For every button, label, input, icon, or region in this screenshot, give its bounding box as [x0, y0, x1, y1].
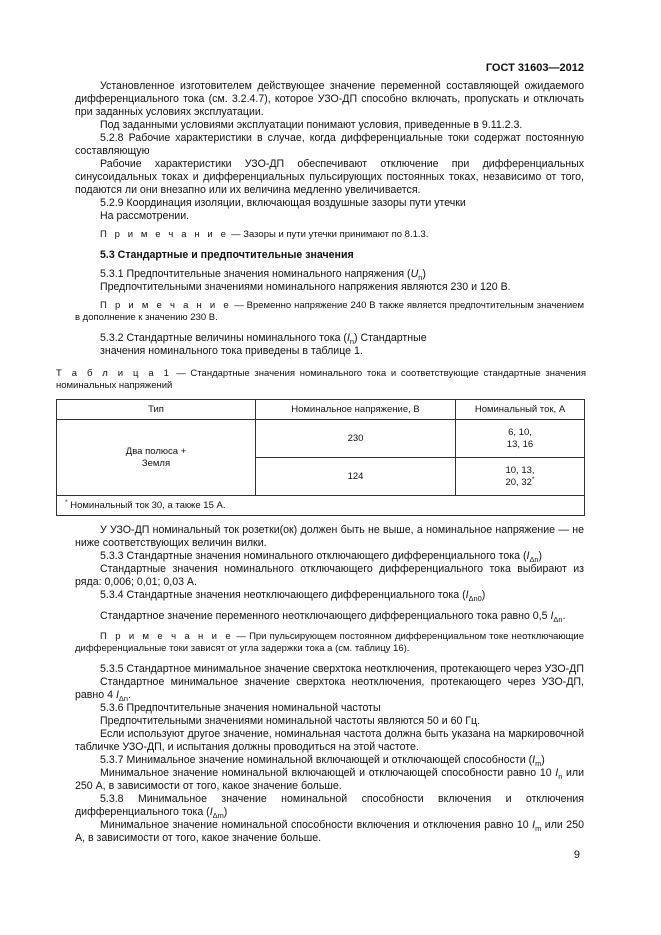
text-fragment: 5.3.8 Минимальное значение номинальной способности включения и отключения дифференциального тока (	[75, 793, 584, 818]
text-fragment: Стандартное значение переменного неотключающего дифференциального тока равно 0,5	[100, 610, 551, 622]
paragraph: Рабочие характеристики УЗО-ДП обеспечивают отключение при дифференциальных синусоидальных токах и дифференциальных пульсирующих постоянных токах, независимо от того, подаются ли они внезапно или их величина медленно увеличивается.	[75, 158, 584, 196]
table-footnote-row	[57, 496, 585, 516]
header-cell-voltage: Номинальное напряжение, В	[256, 400, 456, 420]
paragraph	[75, 819, 584, 845]
text-fragment: .	[562, 610, 566, 622]
section-5-2-8-heading: 5.2.8 Рабочие характеристики в случае, когда дифференциальные токи содержат постоянную составляющую	[75, 132, 584, 157]
text-fragment: )	[538, 550, 543, 562]
math-subscript: n	[558, 772, 563, 782]
math-symbol: I	[555, 767, 559, 779]
current-line: 6, 10,	[508, 426, 532, 438]
math-subscript: m	[535, 824, 542, 834]
section-5-3-7-heading	[75, 754, 584, 767]
math-symbol: I	[209, 806, 213, 818]
text-fragment: Минимальное значение номинальной способности включения и отключения равно 10	[100, 819, 533, 831]
text-fragment: или 250 А, в зависимости от того, какое значение больше.	[75, 819, 584, 844]
paragraph: Стандартные значения номинального отключающего дифференциального тока выбирают из ряда: 0,006; 0,01; 0,03 А.	[75, 563, 584, 588]
paragraph: значения номинального тока приведены в таблице 1.	[100, 345, 363, 357]
current-cell	[456, 420, 585, 458]
math-subscript: Δn0	[468, 594, 482, 604]
paragraph: Под заданными условиями эксплуатации понимают условия, приведенные в 9.11.2.3.	[100, 119, 523, 131]
current-line: 10, 13,	[505, 464, 535, 476]
table-header-row	[57, 400, 585, 420]
header-cell-type: Тип	[57, 400, 256, 420]
type-line: Земля	[141, 457, 171, 469]
paragraph	[75, 610, 584, 623]
math-subscript: n	[418, 273, 423, 283]
math-symbol: I	[532, 819, 536, 831]
text-fragment: или 250 А, в зависимости от того, какое значение больше.	[75, 767, 584, 792]
text-fragment: )	[422, 268, 426, 280]
document-header: ГОСТ 31603—2012	[485, 62, 584, 74]
note	[75, 229, 584, 241]
math-symbol: I	[526, 550, 530, 562]
table-1	[56, 399, 585, 516]
section-5-3-5-heading: 5.3.5 Стандартное минимальное значение сверхтока неотключения, протекающего через УЗО-ДП	[100, 663, 584, 675]
math-subscript: Δn	[118, 694, 128, 704]
section-5-3-3-heading	[75, 550, 584, 563]
header-cell-current: Номинальный ток, А	[456, 400, 585, 420]
section-5-3-6-heading: 5.3.6 Предпочтительные значения номинальной частоты	[100, 702, 381, 714]
note-label: П р и м е ч а н и е	[100, 300, 232, 311]
paragraph: У УЗО-ДП номинальный ток розетки(ок) должен быть не выше, а номинальное напряжение — не ниже соответствующих величин вилки.	[75, 524, 584, 549]
math-subscript: Δn	[553, 615, 563, 625]
page-content	[56, 80, 586, 845]
text-fragment: 5.3.7 Минимальное значение номинальной включающей и отключающей способности (	[100, 754, 533, 766]
paragraph: На рассмотрении.	[100, 210, 190, 222]
section-5-3-1-heading	[75, 268, 584, 281]
math-subscript: Δm	[212, 811, 224, 821]
table-footnote	[57, 496, 585, 516]
section-5-3-heading: 5.3 Стандартные и предпочтительные значения	[100, 249, 354, 261]
text-fragment: )	[223, 806, 228, 818]
table-row	[57, 420, 585, 458]
table-caption	[56, 368, 586, 392]
footnote-mark: *	[531, 475, 535, 483]
section-5-3-4-heading	[75, 589, 584, 602]
text-fragment: 5.3.3 Стандартные значения номинального отключающего дифференциального тока (	[100, 550, 527, 562]
note-text: — Зазоры и пути утечки принимают по 8.1.3.	[228, 229, 429, 240]
footnote-mark: *	[65, 498, 68, 506]
math-symbol: I	[465, 589, 469, 601]
text-fragment: Минимальное значение номинальной включающей и отключающей способности равно 10	[100, 767, 556, 779]
section-5-3-8-heading	[75, 793, 584, 819]
math-symbol: U	[410, 268, 419, 280]
paragraph	[75, 767, 584, 793]
section-5-2-9-heading: 5.2.9 Координация изоляции, включающая воздушные зазоры пути утечки	[100, 197, 466, 209]
text-fragment: 5.3.4 Стандартные значения неотключающего дифференциального тока (	[100, 589, 466, 601]
text-fragment: )	[541, 754, 545, 766]
section-5-3-2-heading	[75, 332, 584, 345]
math-symbol: I	[532, 754, 536, 766]
paragraph: Установленное изготовителем действующее значение переменной составляющей ожидаемого дифференциального тока (см. 3.2.4.7), которое УЗО-ДП способно включать, пропускать и отключать при заданных условиях эксплуатации.	[75, 80, 584, 118]
note-text: — При пульсирующем постоянном дифференциальном токе неотключающие дифференциальные токи зависят от угла задержки тока а (см. таблицу 16).	[75, 631, 584, 654]
math-symbol: I	[550, 610, 554, 622]
note	[75, 300, 584, 324]
text-fragment: 5.3.2 Стандартные величины номинального тока (	[100, 332, 347, 344]
note-label: П р и м е ч а н и е	[100, 229, 229, 240]
note	[75, 631, 584, 655]
note-text: — Временно напряжение 240 В также является предпочтительным значением в дополнение к значению 230 В.	[75, 300, 584, 323]
paragraph: Если используют другое значение, номинальная частота должна быть указана на маркировочной табличке УЗО-ДП, и испытания должны проводиться на этой частоте.	[75, 728, 584, 753]
current-cell	[456, 458, 585, 496]
text-fragment: .	[127, 689, 131, 701]
table-caption-text: — Стандартные значения номинального тока и соответствующие стандартные значения номинальных напряжений	[56, 368, 586, 391]
footnote-text: Номинальный ток 30, а также 15 А.	[67, 500, 226, 511]
type-line: Два полюса +	[125, 445, 187, 457]
note-label: П р и м е ч а н и е	[100, 631, 234, 642]
voltage-cell: 230	[256, 420, 456, 458]
text-fragment: Стандартное минимальное значение сверхтока неотключения, протекающего через УЗО-ДП, равно 4	[75, 676, 584, 701]
math-subscript: Δn	[529, 555, 539, 565]
page-number: 9	[573, 849, 580, 861]
paragraph: Предпочтительными значениями номинальной частоты являются 50 и 60 Гц.	[100, 715, 481, 727]
math-symbol: I	[115, 689, 119, 701]
type-cell	[57, 420, 256, 496]
text-fragment: )	[481, 589, 486, 601]
current-line: 20, 32	[505, 476, 532, 488]
current-line: 13, 16	[506, 438, 534, 450]
math-symbol: I	[346, 332, 350, 344]
text-fragment: 5.3.1 Предпочтительные значения номинального напряжения (	[100, 268, 411, 280]
paragraph	[75, 676, 584, 702]
paragraph: Предпочтительными значениями номинального напряжения являются 230 и 120 В.	[100, 281, 511, 293]
text-fragment: ) Стандартные	[354, 332, 427, 344]
math-subscript: m	[535, 759, 542, 769]
voltage-cell: 124	[256, 458, 456, 496]
table-caption-label: Т а б л и ц а 1	[56, 368, 172, 379]
math-subscript: n	[349, 337, 355, 347]
